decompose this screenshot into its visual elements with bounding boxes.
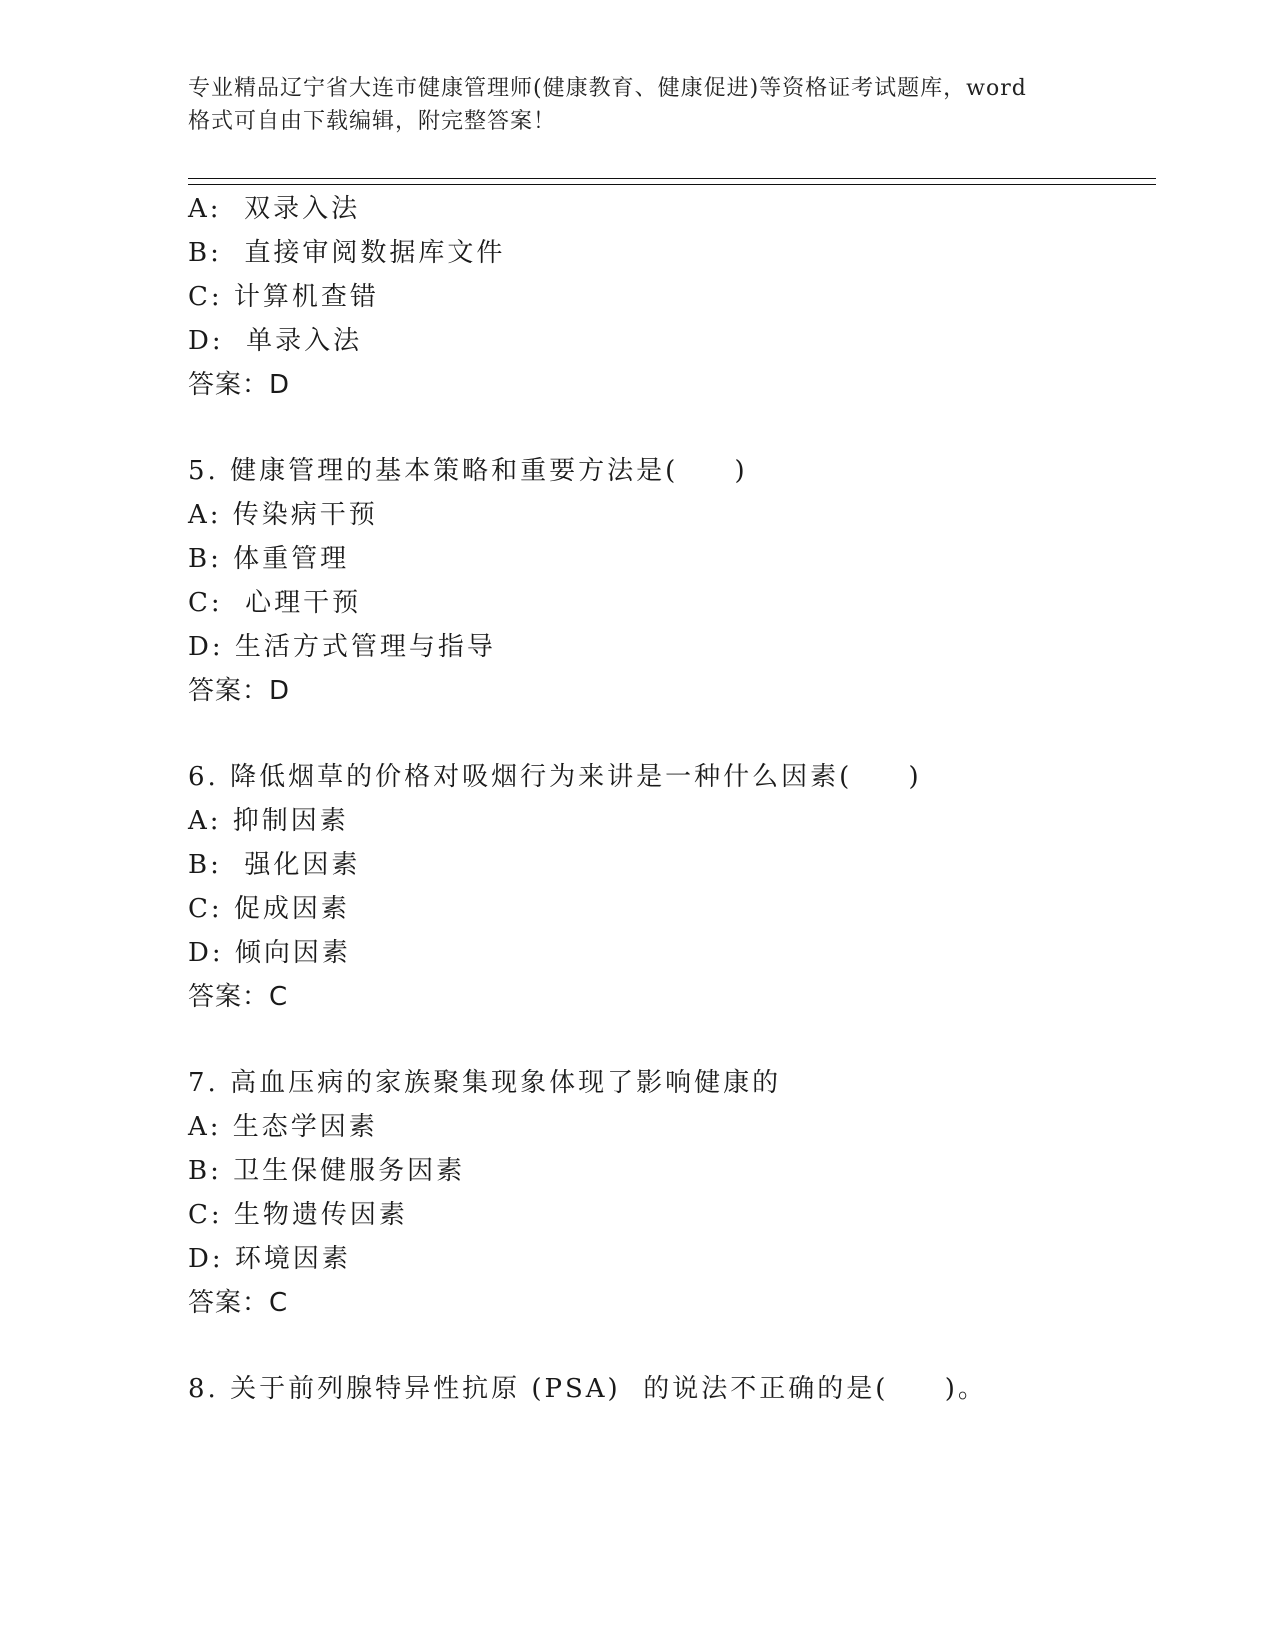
q4-option-b: B: 直接审阅数据库文件: [188, 238, 506, 268]
q7-option-c: C: 生物遗传因素: [188, 1200, 408, 1230]
q7-stem: 7. 高血压病的家族聚集现象体现了影响健康的: [188, 1068, 782, 1098]
q6-option-a: A: 抑制因素: [188, 806, 349, 836]
q6-option-b: B: 强化因素: [188, 850, 361, 880]
q4-option-d: D: 单录入法: [188, 326, 363, 356]
q7-option-b: B: 卫生保健服务因素: [188, 1156, 466, 1186]
q5-stem: 5. 健康管理的基本策略和重要方法是( ): [188, 456, 748, 486]
q7-answer: 答案：C: [188, 1288, 289, 1318]
q5-answer: 答案：D: [188, 676, 291, 706]
q7-option-a: A: 生态学因素: [188, 1112, 378, 1142]
header-divider: [188, 178, 1156, 185]
header-line-2: 格式可自由下载编辑，附完整答案！: [188, 109, 557, 134]
header-line-1: 专业精品辽宁省大连市健康管理师(健康教育、健康促进)等资格证考试题库，word: [188, 76, 1027, 101]
q4-option-a: A: 双录入法: [188, 194, 361, 224]
q6-option-c: C: 促成因素: [188, 894, 350, 924]
q5-option-c: C: 心理干预: [188, 588, 362, 618]
q8-stem: 8. 关于前列腺特异性抗原 (PSA) 的说法不正确的是( )。: [188, 1374, 987, 1404]
q5-option-b: B: 体重管理: [188, 544, 350, 574]
q5-option-a: A: 传染病干预: [188, 500, 378, 530]
q4-answer: 答案：D: [188, 370, 291, 400]
q6-answer: 答案：C: [188, 982, 289, 1012]
page-header: [188, 72, 1088, 138]
q6-option-d: D: 倾向因素: [188, 938, 351, 968]
q7-option-d: D: 环境因素: [188, 1244, 351, 1274]
q6-stem: 6. 降低烟草的价格对吸烟行为来讲是一种什么因素( ): [188, 762, 922, 792]
q4-option-c: C: 计算机查错: [188, 282, 379, 312]
q5-option-d: D: 生活方式管理与指导: [188, 632, 496, 662]
